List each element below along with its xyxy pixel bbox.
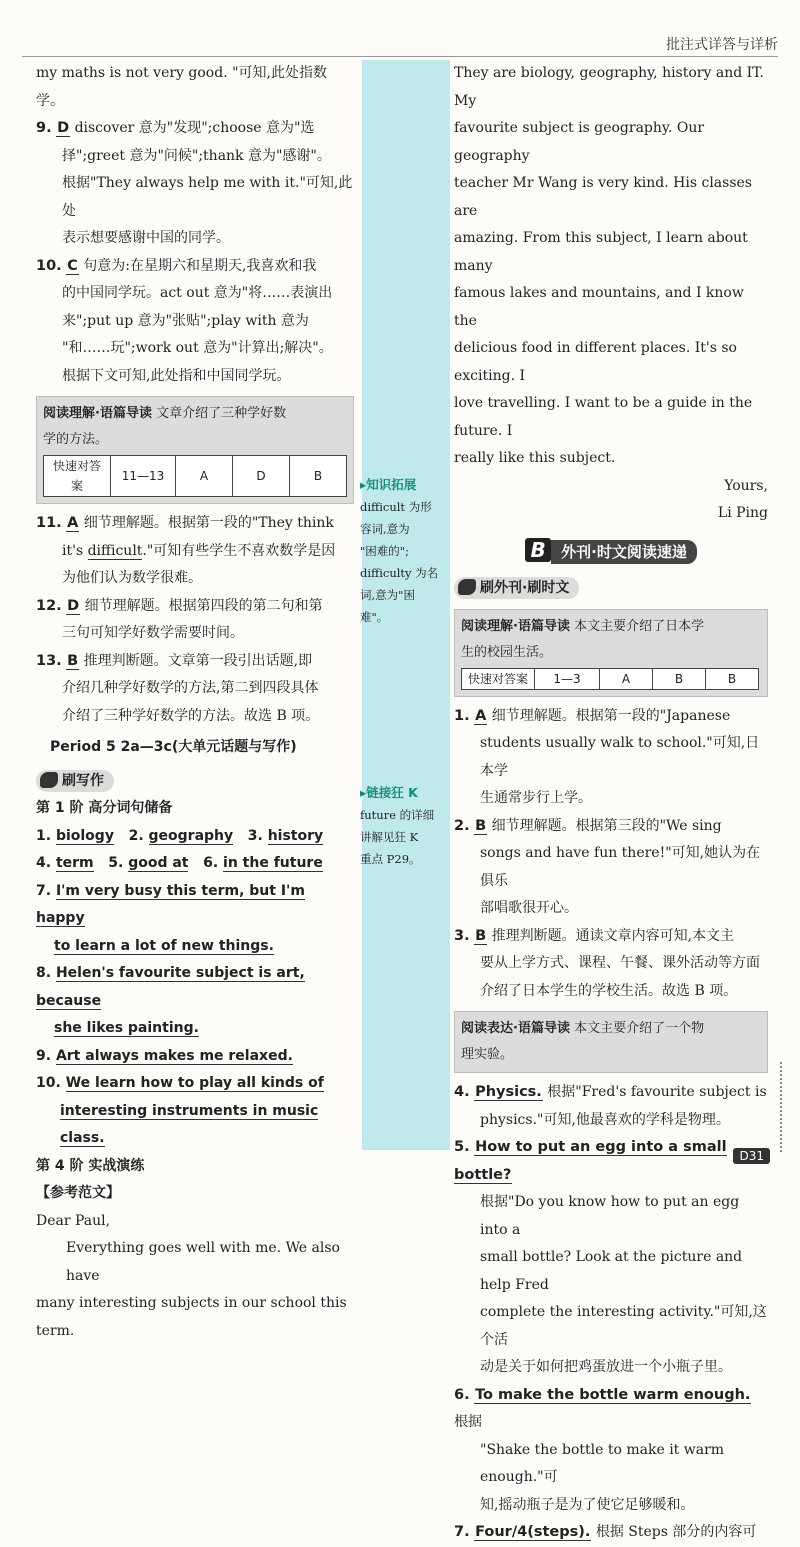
- essay-line: amazing. From this subject, I learn about many: [454, 230, 748, 274]
- text-line: 生通常步行上学。: [480, 790, 592, 806]
- essay-line: Everything goes well with me. We also have: [66, 1240, 340, 1284]
- section-title: 外刊·时文阅读速递: [551, 540, 697, 564]
- tag-label: 刷外刊·刷时文: [480, 580, 570, 596]
- text-line: 部唱歌很开心。: [480, 900, 578, 916]
- essay-line: favourite subject is geography. Our geography: [454, 120, 705, 164]
- question-number: 1.: [454, 707, 470, 724]
- text-line: 为他们认为数学很难。: [62, 570, 202, 586]
- stage-title: 第 4 阶 实战演练: [36, 1157, 145, 1174]
- question-5: [454, 1134, 768, 1382]
- right-column: [454, 60, 768, 1547]
- question-number: 7.: [454, 1524, 470, 1540]
- text-line: 细节理解题。根据第一段的"They think: [83, 515, 334, 531]
- left-column: [36, 60, 354, 1345]
- box-text: 本文主要介绍了一个物: [574, 1021, 705, 1036]
- answer-sentence: Helen's favourite subject is art, because: [36, 965, 305, 1009]
- question-number: 13.: [36, 652, 62, 669]
- side-note-knowledge: [360, 474, 450, 628]
- sentence-answer: 8. Helen's favourite subject is art, because she likes painting.: [36, 965, 305, 1036]
- text-line: 的中国同学玩。act out 意为"将……表演出: [62, 285, 333, 301]
- text-line: 介绍了三种学好数学的方法。故选 B 项。: [62, 707, 320, 724]
- text-line: 根据"They always help me with it."可知,此处: [62, 175, 353, 219]
- question-7: [454, 1519, 768, 1547]
- answer-text: Physics.: [475, 1084, 542, 1100]
- answer-sentence: I'm very busy this term, but I'm happy: [36, 882, 305, 926]
- question-12: [36, 593, 354, 648]
- answer-choice: B: [67, 652, 79, 669]
- section-letter: B: [525, 538, 551, 562]
- text-line: 根据 Steps 部分的内容可: [595, 1524, 757, 1540]
- question-1: [454, 703, 768, 813]
- side-note-link: [360, 782, 450, 870]
- answer-word: history: [267, 827, 324, 844]
- answer-word: geography: [148, 827, 234, 844]
- table-cell: B: [653, 668, 706, 689]
- side-note-line: 容词,意为: [360, 522, 410, 536]
- text-line: 根据"Do you know how to put an egg into a: [480, 1194, 740, 1238]
- box-label: 阅读理解·语篇导读: [461, 618, 570, 634]
- question-9: [36, 115, 354, 253]
- answer-sentence: Art always makes me relaxed.: [55, 1047, 293, 1064]
- answer-choice: A: [475, 707, 487, 724]
- answer-text: Four/4(steps).: [475, 1524, 591, 1540]
- box-label: 阅读理解·语篇导读: [43, 406, 152, 421]
- text-line: 动是关于如何把鸡蛋放进一个小瓶子里。: [480, 1359, 732, 1375]
- box-text: 本文主要介绍了日本学: [574, 618, 705, 634]
- question-4: [454, 1079, 768, 1134]
- table-cell: 快速对答案: [462, 668, 535, 689]
- sentence-answer: 10. We learn how to play all kinds of interesting instruments in music class.: [36, 1075, 324, 1146]
- text-line: 知,摇动瓶子是为了使它足够暖和。: [480, 1496, 695, 1513]
- text-line: 细节理解题。根据第三段的"We sing: [491, 817, 722, 834]
- answer-sentence: interesting instruments in music: [60, 1102, 319, 1119]
- side-note-line: 重点 P29。: [360, 852, 421, 866]
- page-edge-dots: [780, 1062, 800, 1152]
- side-note-heading: ▸链接狂 K: [360, 785, 418, 800]
- answer-choice: D: [57, 120, 70, 136]
- sentence-answer: 7. I'm very busy this term, but I'm happy to learn a lot of new things.: [36, 882, 305, 954]
- table-cell: 11—13: [111, 456, 176, 497]
- sentence-answer: 9. Art always makes me relaxed.: [36, 1047, 293, 1064]
- vocab-line: 1. biology 2. geography 3. history: [36, 827, 324, 844]
- table-cell: D: [233, 456, 290, 497]
- text-line: 根据下文可知,此处指和中国同学玩。: [62, 367, 291, 384]
- question-number: 4.: [454, 1084, 470, 1100]
- question-number: 2.: [454, 817, 470, 834]
- table-cell: A: [176, 456, 233, 497]
- period-title: Period 5 2a—3c(大单元话题与写作): [50, 739, 297, 755]
- essay-line: teacher Mr Wang is very kind. His classes are: [454, 175, 752, 219]
- question-10: [36, 253, 354, 391]
- question-number: 6.: [454, 1386, 470, 1403]
- text-line: songs and have fun there!"可知,她认为在俱乐: [480, 845, 761, 889]
- text-line: 介绍几种学好数学的方法,第二到四段具体: [62, 680, 319, 696]
- reading-summary-box: [454, 1011, 768, 1073]
- essay-line: love travelling. I want to be a guide in the future. I: [454, 395, 753, 439]
- essay-closing: Yours,: [724, 477, 768, 494]
- essay-line: They are biology, geography, history and IT. My: [454, 65, 764, 109]
- answer-choice: C: [67, 257, 78, 274]
- text-line: 根据: [454, 1414, 482, 1430]
- answer-word: term: [55, 855, 94, 871]
- box-text: 理实验。: [461, 1047, 514, 1062]
- text-line: 三句可知学好数学需要时间。: [62, 625, 244, 641]
- side-note-line: future 的详细: [360, 808, 435, 822]
- answer-word: good at: [128, 855, 189, 871]
- pencil-icon: [458, 579, 476, 595]
- essay-line: famous lakes and mountains, and I know the: [454, 285, 744, 329]
- question-number: 11.: [36, 515, 62, 531]
- reading-summary-box: [36, 396, 354, 504]
- text-line: 细节理解题。根据第一段的"Japanese: [491, 707, 731, 724]
- essay-greeting: Dear Paul,: [36, 1212, 111, 1229]
- answer-word: in the future: [223, 855, 323, 871]
- answer-choice: D: [67, 597, 80, 614]
- box-text: 文章介绍了三种学好数: [156, 406, 287, 421]
- answer-choice: B: [475, 927, 487, 944]
- text-line: 推理判断题。通读文章内容可知,本文主: [491, 927, 735, 944]
- page-number: D31: [733, 1148, 770, 1164]
- answer-choice: A: [67, 515, 79, 531]
- essay-signature: Li Ping: [717, 505, 768, 521]
- text-line: it's: [62, 542, 88, 559]
- underlined-word: difficult: [87, 542, 143, 559]
- answer-sentence: We learn how to play all kinds of: [65, 1075, 324, 1091]
- box-label: 阅读表达·语篇导读: [461, 1021, 570, 1036]
- text-line: 要从上学方式、课程、午餐、课外活动等方面: [480, 955, 760, 971]
- question-3: [454, 923, 768, 1006]
- answer-text: To make the bottle warm enough.: [475, 1386, 751, 1403]
- text-line: 来";put up 意为"张贴";play with 意为: [62, 312, 309, 329]
- section-tag: [454, 577, 579, 599]
- text-line: "和……玩";work out 意为"计算出;解决"。: [62, 340, 333, 356]
- table-cell: 快速对答案: [44, 456, 111, 497]
- stage-title: 第 1 阶 高分词句储备: [36, 800, 173, 816]
- text-line: 推理判断题。文章第一段引出话题,即: [83, 652, 313, 669]
- question-number: 3.: [454, 927, 470, 944]
- answer-choice: B: [475, 817, 487, 834]
- pencil-icon: [40, 772, 58, 788]
- text-line: 表示想要感谢中国的同学。: [62, 230, 230, 246]
- question-number: 12.: [36, 597, 62, 614]
- text-line: "Shake the bottle to make it warm enough."可: [480, 1441, 725, 1485]
- answer-word: biology: [55, 827, 114, 844]
- box-text: 学的方法。: [43, 432, 109, 447]
- text-line: 择";greet 意为"问候";thank 意为"感谢"。: [62, 147, 331, 164]
- vocab-line: 4. term 5. good at 6. in the future: [36, 855, 323, 871]
- side-note-line: 讲解见狂 K: [360, 830, 419, 844]
- reading-summary-box: [454, 609, 768, 697]
- side-note-line: difficulty 为名: [360, 566, 439, 580]
- running-header: 批注式详答与详析: [666, 37, 778, 53]
- question-11: [36, 510, 354, 593]
- question-13: [36, 648, 354, 731]
- reference-label: 【参考范文】: [36, 1185, 120, 1201]
- side-note-line: 难"。: [360, 610, 389, 624]
- table-cell: A: [600, 668, 653, 689]
- answer-sentence: she likes painting.: [54, 1020, 199, 1036]
- text-line: ."可知有些学生不喜欢数学是因: [142, 542, 336, 559]
- text-line: discover 意为"发现";choose 意为"选: [74, 120, 315, 136]
- question-number: 9.: [36, 120, 52, 136]
- text-line: my maths is not very good. "可知,此处指数学。: [36, 65, 327, 109]
- question-number: 5.: [454, 1139, 470, 1155]
- section-tag: [36, 770, 114, 792]
- answer-text: How to put an egg into a small bottle?: [454, 1139, 727, 1183]
- essay-line: really like this subject.: [454, 450, 616, 466]
- quick-answer-table: [43, 455, 347, 497]
- answer-sentence: class.: [60, 1130, 105, 1146]
- box-text: 生的校园生活。: [461, 644, 553, 660]
- text-line: physics."可知,他最喜欢的学科是物理。: [480, 1111, 730, 1128]
- essay-line: delicious food in different places. It's so exciting. I: [454, 340, 737, 384]
- answer-sentence: to learn a lot of new things.: [54, 937, 274, 954]
- tag-label: 刷写作: [62, 772, 104, 789]
- text-line: 句意为:在星期六和星期天,我喜欢和我: [83, 257, 317, 274]
- text-line: small bottle? Look at the picture and help Fred: [480, 1249, 743, 1293]
- quick-answer-table: [461, 668, 759, 690]
- side-note-heading: ▸知识拓展: [360, 477, 417, 492]
- section-b-banner: [454, 538, 768, 568]
- side-note-line: "困难的";: [360, 544, 409, 558]
- side-note-line: difficult 为形: [360, 500, 432, 514]
- text-line: complete the interesting activity."可知,这个活: [480, 1304, 767, 1348]
- text-line: 细节理解题。根据第四段的第二句和第: [84, 597, 323, 614]
- question-6: [454, 1382, 768, 1520]
- text-line: 介绍了日本学生的学校生活。故选 B 项。: [480, 982, 738, 999]
- text-line: 根据"Fred's favourite subject is: [547, 1084, 767, 1100]
- header-rule: [22, 56, 778, 57]
- table-cell: B: [290, 456, 347, 497]
- question-number: 10.: [36, 257, 62, 274]
- table-cell: 1—3: [535, 668, 600, 689]
- text-line: students usually walk to school."可知,日本学: [480, 735, 760, 779]
- question-2: [454, 813, 768, 923]
- essay-line: many interesting subjects in our school this term.: [36, 1295, 347, 1339]
- side-note-line: 词,意为"困: [360, 588, 415, 602]
- table-cell: B: [706, 668, 759, 689]
